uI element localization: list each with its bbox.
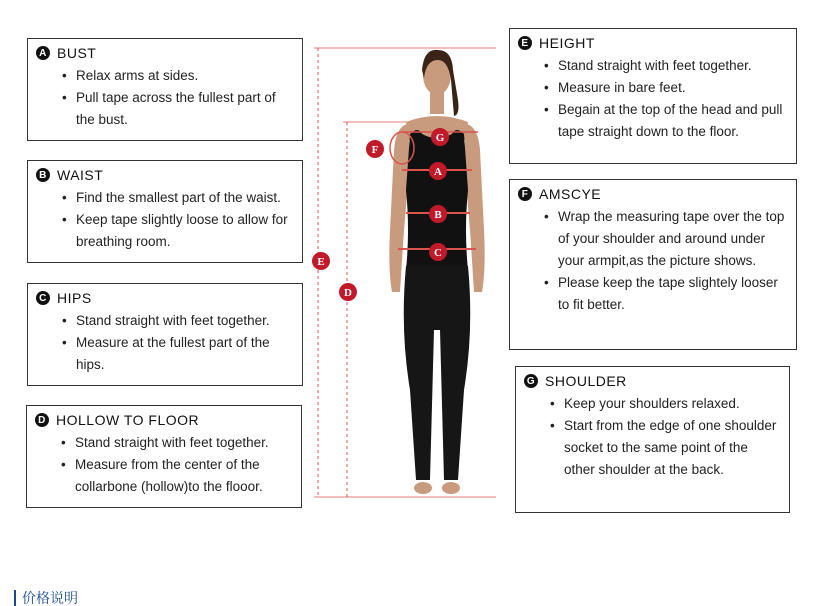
hips-item: • Stand straight with feet together. (62, 310, 294, 332)
shoulder-title: SHOULDER (545, 373, 627, 389)
leggings (404, 266, 471, 480)
shoulder-box (515, 366, 790, 513)
footer-section-title: 价格说明 (14, 590, 78, 606)
marker-e-label: E (317, 256, 325, 268)
bust-item: • Pull tape across the fullest part of the bust. (62, 87, 294, 131)
badge-c: C (36, 291, 50, 305)
marker-a-label: A (434, 166, 442, 178)
amscye-title: AMSCYE (539, 186, 602, 202)
height-box (509, 28, 797, 164)
waist-item: • Find the smallest part of the waist. (62, 187, 294, 209)
badge-a: A (36, 46, 50, 60)
badge-g: G (524, 374, 538, 388)
shoulder-item: • Keep your shoulders relaxed. (550, 393, 781, 415)
height-title: HEIGHT (539, 35, 595, 51)
marker-f (366, 140, 384, 158)
bust-box (27, 38, 303, 141)
shoulder-item: • Start from the edge of one shoulder socket to the same point of the other shoulder at the back. (550, 415, 781, 481)
marker-c (429, 243, 447, 261)
amscye-item: • Please keep the tape slightely looser to fit better. (544, 272, 788, 316)
badge-d: D (35, 413, 49, 427)
hollow-item: • Measure from the center of the collarbone (hollow)to the flooor. (61, 454, 293, 498)
badge-f: F (518, 187, 532, 201)
hollow-title: HOLLOW TO FLOOR (56, 412, 200, 428)
neck (430, 92, 444, 114)
height-item: • Stand straight with feet together. (544, 55, 788, 77)
marker-c-label: C (434, 247, 442, 259)
model-figure (310, 30, 510, 510)
marker-e (312, 252, 330, 270)
height-item: • Begain at the top of the head and pull tape straight down to the floor. (544, 99, 788, 143)
hollow-item: • Stand straight with feet together. (61, 432, 293, 454)
marker-g (431, 128, 449, 146)
marker-d (339, 283, 357, 301)
marker-g-label: G (435, 132, 445, 144)
amscye-box (509, 179, 797, 350)
amscye-item: • Wrap the measuring tape over the top of your shoulder and around under your armpit,as the picture shows. (544, 206, 788, 272)
waist-title: WAIST (57, 167, 104, 183)
badge-b: B (36, 168, 50, 182)
bust-title: BUST (57, 45, 97, 61)
marker-b-label: B (434, 209, 442, 221)
bust-item: • Relax arms at sides. (62, 65, 294, 87)
marker-a (429, 162, 447, 180)
marker-f-label: F (371, 144, 379, 156)
waist-item: • Keep tape slightly loose to allow for breathing room. (62, 209, 294, 253)
hips-box (27, 283, 303, 386)
marker-d-label: D (344, 287, 352, 299)
marker-b (429, 205, 447, 223)
hips-item: • Measure at the fullest part of the hips. (62, 332, 294, 376)
hips-title: HIPS (57, 290, 92, 306)
badge-e: E (518, 36, 532, 50)
waist-box (27, 160, 303, 263)
height-item: • Measure in bare feet. (544, 77, 788, 99)
hollow-box (26, 405, 302, 508)
left-foot (414, 482, 432, 494)
right-foot (442, 482, 460, 494)
